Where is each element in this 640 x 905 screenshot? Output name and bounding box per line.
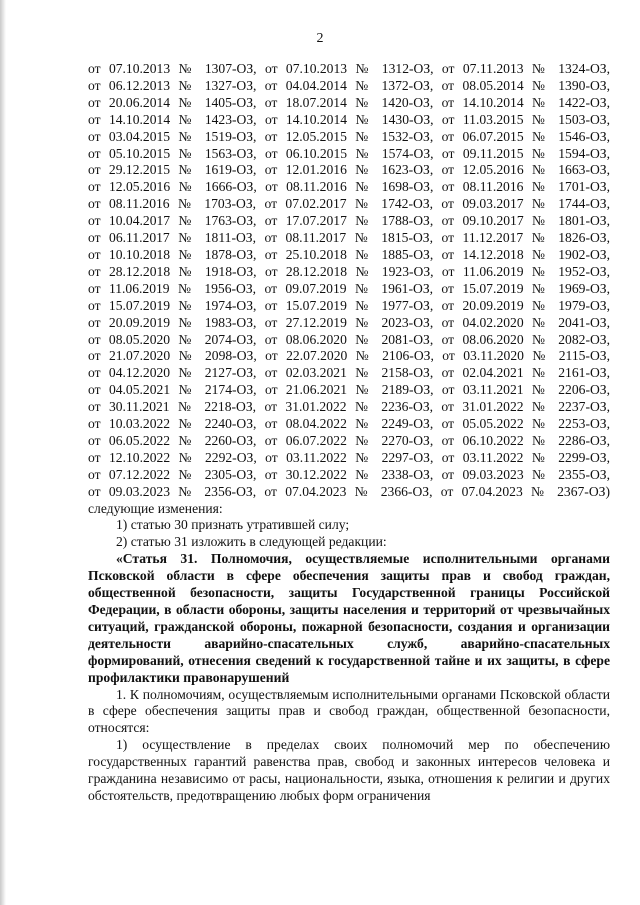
list-line: от 11.06.2019 № 1956-ОЗ, от 09.07.2019 № 1961-ОЗ, от 15.07.2019 № 1969-ОЗ,: [88, 280, 610, 296]
list-line: от 07.10.2013 № 1307-ОЗ, от 07.10.2013 № 1312-ОЗ, от 07.11.2013 № 1324-ОЗ,: [88, 61, 610, 76]
list-line: от 21.07.2020 № 2098-ОЗ, от 22.07.2020 № 2106-ОЗ, от 03.11.2020 № 2115-ОЗ,: [88, 348, 610, 364]
list-line: от 04.12.2020 № 2127-ОЗ, от 02.03.2021 № 2158-ОЗ, от 02.04.2021 № 2161-ОЗ,: [88, 365, 610, 381]
list-line: от 06.12.2013 № 1327-ОЗ, от 04.04.2014 № 1372-ОЗ, от 08.05.2014 № 1390-ОЗ,: [88, 77, 610, 93]
list-line: от 29.12.2015 № 1619-ОЗ, от 12.01.2016 № 1623-ОЗ, от 12.05.2016 № 1663-ОЗ,: [88, 162, 610, 178]
list-line: от 03.04.2015 № 1519-ОЗ, от 12.05.2015 № 1532-ОЗ, от 06.07.2015 № 1546-ОЗ,: [88, 128, 610, 144]
list-line: от 30.11.2021 № 2218-ОЗ, от 31.01.2022 № 2236-ОЗ, от 31.01.2022 № 2237-ОЗ,: [88, 399, 610, 415]
list-line: от 06.05.2022 № 2260-ОЗ, от 06.07.2022 № 2270-ОЗ, от 06.10.2022 № 2286-ОЗ,: [88, 432, 610, 448]
list-line: от 08.11.2016 № 1703-ОЗ, от 07.02.2017 № 1742-ОЗ, от 09.03.2017 № 1744-ОЗ,: [88, 196, 610, 212]
law-amendments-list: [88, 61, 610, 517]
list-line: от 08.05.2020 № 2074-ОЗ, от 08.06.2020 № 2081-ОЗ, от 08.06.2020 № 2082-ОЗ,: [88, 331, 610, 347]
item-1: 1) статью 30 признать утратившей силу;: [116, 517, 350, 533]
list-line: от 04.05.2021 № 2174-ОЗ, от 21.06.2021 № 2189-ОЗ, от 03.11.2021 № 2206-ОЗ,: [88, 382, 610, 398]
list-line: от 20.06.2014 № 1405-ОЗ, от 18.07.2014 № 1420-ОЗ, от 14.10.2014 № 1422-ОЗ,: [88, 94, 610, 110]
item-2: 2) статью 31 изложить в следующей редакции:: [116, 534, 387, 550]
changes-intro: следующие изменения:: [88, 500, 223, 516]
list-line: от 05.10.2015 № 1563-ОЗ, от 06.10.2015 № 1574-ОЗ, от 09.11.2015 № 1594-ОЗ,: [88, 145, 610, 161]
list-line: от 09.03.2023 № 2356-ОЗ, от 07.04.2023 № 2366-ОЗ, от 07.04.2023 № 2367-ОЗ): [88, 483, 610, 499]
list-line: от 14.10.2014 № 1423-ОЗ, от 14.10.2014 № 1430-ОЗ, от 11.03.2015 № 1503-ОЗ,: [88, 111, 610, 127]
page-number: 2: [316, 31, 324, 46]
list-line: от 07.12.2022 № 2305-ОЗ, от 30.12.2022 № 2338-ОЗ, от 09.03.2023 № 2355-ОЗ,: [88, 466, 610, 482]
list-line: от 06.11.2017 № 1811-ОЗ, от 08.11.2017 № 1815-ОЗ, от 11.12.2017 № 1826-ОЗ,: [88, 230, 610, 246]
paragraph-1-1: 1) осуществление в пределах своих полномочий мер по обеспечению государственных гарантий равенства прав, свобод и законных интересов человека и гражданина независимо от расы, национальности, языка, отношения к религии и других обстоятельств, предотвращению любых форм ограничения: [88, 737, 610, 803]
list-line: от 10.03.2022 № 2240-ОЗ, от 08.04.2022 № 2249-ОЗ, от 05.05.2022 № 2253-ОЗ,: [88, 416, 610, 432]
list-line: от 15.07.2019 № 1974-ОЗ, от 15.07.2019 № 1977-ОЗ, от 20.09.2019 № 1979-ОЗ,: [88, 297, 610, 313]
list-line: от 28.12.2018 № 1918-ОЗ, от 28.12.2018 № 1923-ОЗ, от 11.06.2019 № 1952-ОЗ,: [88, 263, 610, 279]
list-line: от 10.10.2018 № 1878-ОЗ, от 25.10.2018 № 1885-ОЗ, от 14.12.2018 № 1902-ОЗ,: [88, 246, 610, 262]
paragraph-1: 1. К полномочиям, осуществляемым исполнительными органами Псковской области в сфере обеспечения защиты прав и свобод граждан, общественной безопасности, относятся:: [88, 686, 610, 736]
list-line: от 12.10.2022 № 2292-ОЗ, от 03.11.2022 № 2297-ОЗ, от 03.11.2022 № 2299-ОЗ,: [88, 449, 610, 465]
document-body: [88, 61, 610, 805]
article-title: «Статья 31. Полномочия, осуществляемые исполнительными органами Псковской области в сфере обеспечения защиты прав и свобод граждан, общественной безопасности, защиты Государственной границы Российской Федерации, в области обороны, защиты населения и территорий от чрезвычайных ситуаций, гражданской обороны, пожарной безопасности, создания и организации деятельности аварийно-спасательных служб, аварийно-спасательных формирований, отнесения сведений к государственной тайне и их защиты, в сфере профилактики правонарушений: [88, 551, 610, 685]
scan-edge-shadow: [0, 0, 6, 905]
list-line: от 20.09.2019 № 1983-ОЗ, от 27.12.2019 № 2023-ОЗ, от 04.02.2020 № 2041-ОЗ,: [88, 314, 610, 330]
list-line: от 10.04.2017 № 1763-ОЗ, от 17.07.2017 № 1788-ОЗ, от 09.10.2017 № 1801-ОЗ,: [88, 213, 610, 229]
list-line: от 12.05.2016 № 1666-ОЗ, от 08.11.2016 № 1698-ОЗ, от 08.11.2016 № 1701-ОЗ,: [88, 179, 610, 195]
